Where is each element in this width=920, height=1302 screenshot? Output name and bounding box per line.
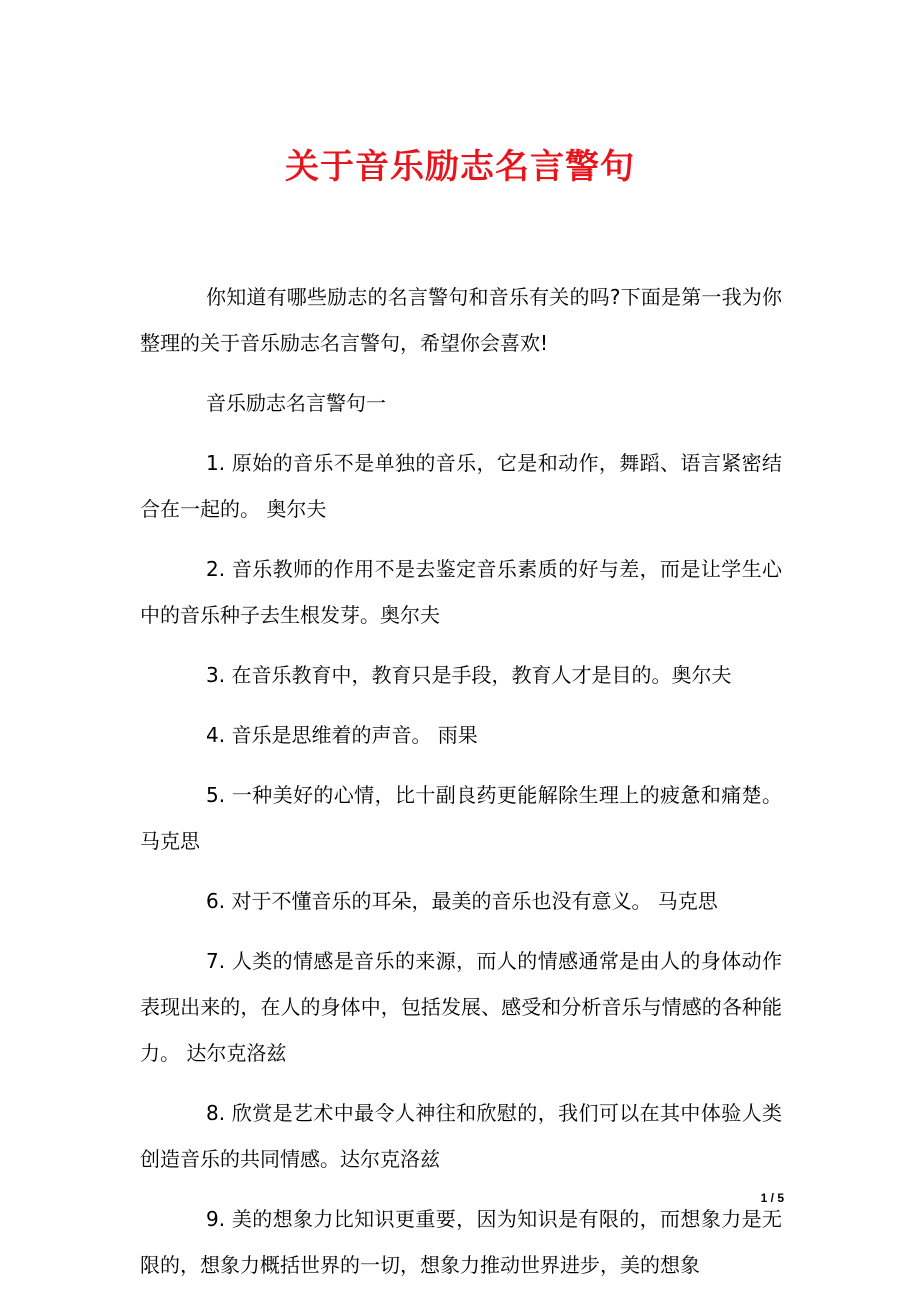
quote-item-5: 5. 一种美好的心情，比十副良药更能解除生理上的疲惫和痛楚。 马克思 — [140, 783, 782, 853]
intro-paragraph: 你知道有哪些励志的名言警句和音乐有关的吗?下面是第一我为你整理的关于音乐励志名言警句，希望你会喜欢! — [140, 285, 782, 355]
quote-item-2: 2. 音乐教师的作用不是去鉴定音乐素质的好与差，而是让学生心中的音乐种子去生根发芽。奥尔夫 — [140, 557, 782, 627]
page-title: 关于音乐励志名言警句 — [285, 147, 635, 187]
section-heading: 音乐励志名言警句一 — [206, 391, 386, 415]
quote-item-1: 1. 原始的音乐不是单独的音乐，它是和动作，舞蹈、语言紧密结合在一起的。 奥尔夫 — [140, 451, 782, 521]
page-number: 1 / 5 — [760, 1191, 784, 1205]
quote-item-6: 6. 对于不懂音乐的耳朵，最美的音乐也没有意义。 马克思 — [206, 889, 718, 913]
document-body — [140, 274, 782, 1302]
quote-item-9: 9. 美的想象力比知识更重要，因为知识是有限的，而想象力是无限的，想象力概括世界的一切，想象力推动世界进步，美的想象 — [140, 1207, 782, 1277]
quote-item-7: 7. 人类的情感是音乐的来源，而人的情感通常是由人的身体动作表现出来的，在人的身体中，包括发展、感受和分析音乐与情感的各种能力。 达尔克洛兹 — [140, 949, 782, 1065]
quote-item-3: 3. 在音乐教育中，教育只是手段，教育人才是目的。奥尔夫 — [206, 663, 732, 687]
quote-item-4: 4. 音乐是思维着的声音。 雨果 — [206, 723, 478, 747]
quote-item-8: 8. 欣赏是艺术中最令人神往和欣慰的，我们可以在其中体验人类创造音乐的共同情感。达尔克洛兹 — [140, 1101, 782, 1171]
